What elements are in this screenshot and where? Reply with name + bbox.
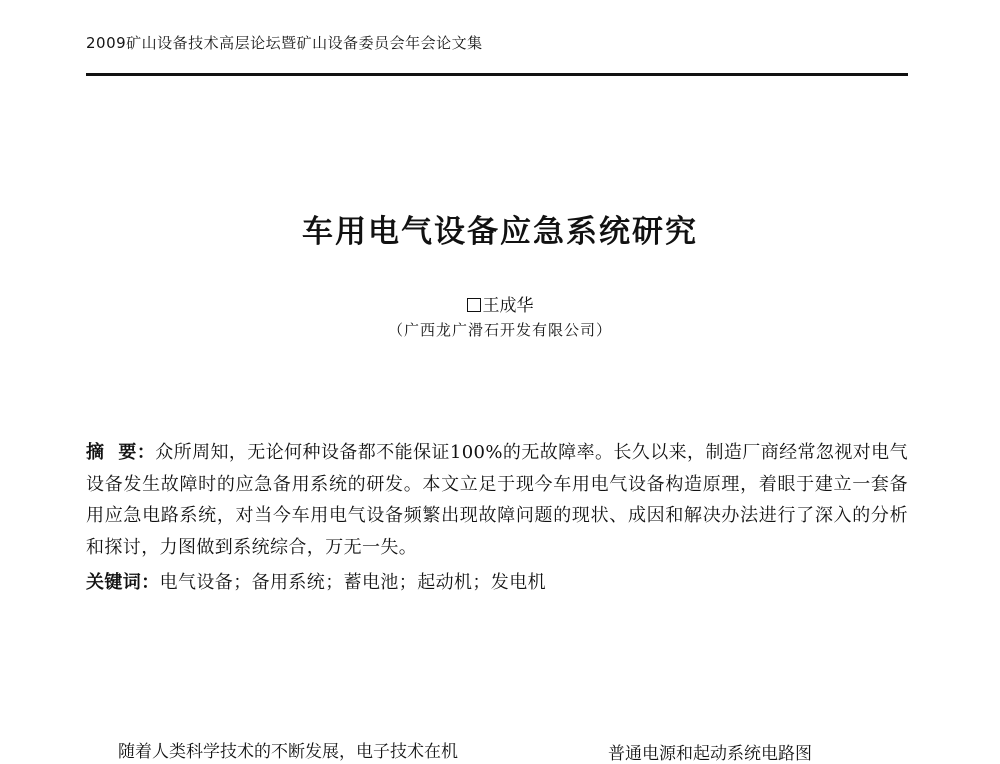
keywords-label: 关键词： <box>86 572 160 593</box>
header-rule <box>86 73 908 76</box>
author-box-icon <box>467 298 481 312</box>
abstract <box>86 437 908 563</box>
keywords-text: 电气设备；备用系统；蓄电池；起动机；发电机 <box>159 572 547 593</box>
abstract-text: 众所周知，无论何种设备都不能保证100%的无故障率。长久以来，制造厂商经常忽视对电气设备发生故障时的应急备用系统的研发。本文立足于现今车用电气设备构造原理，着眼于建立一套备用应急电路系统，对当今车用电气设备频繁出现故障问题的现状、成因和解决办法进行了深入的分析和探讨，力图做到系统综合，万无一失。 <box>86 442 908 558</box>
paper-title: 车用电气设备应急系统研究 <box>302 214 698 250</box>
keywords <box>86 568 908 594</box>
running-header: 2009矿山设备技术高层论坛暨矿山设备委员会年会论文集 <box>86 34 483 52</box>
abstract-label-part1: 摘 <box>86 442 105 463</box>
figure-caption-start: 普通电源和起动系统电路图 <box>608 744 812 764</box>
body-left-column-start: 随着人类科学技术的不断发展，电子技术在机 <box>118 742 458 762</box>
abstract-label-part2: 要： <box>118 442 156 463</box>
author-line <box>0 291 1000 316</box>
author-name: 王成华 <box>482 296 534 316</box>
author-affiliation: （广西龙广滑石开发有限公司） <box>387 321 612 339</box>
